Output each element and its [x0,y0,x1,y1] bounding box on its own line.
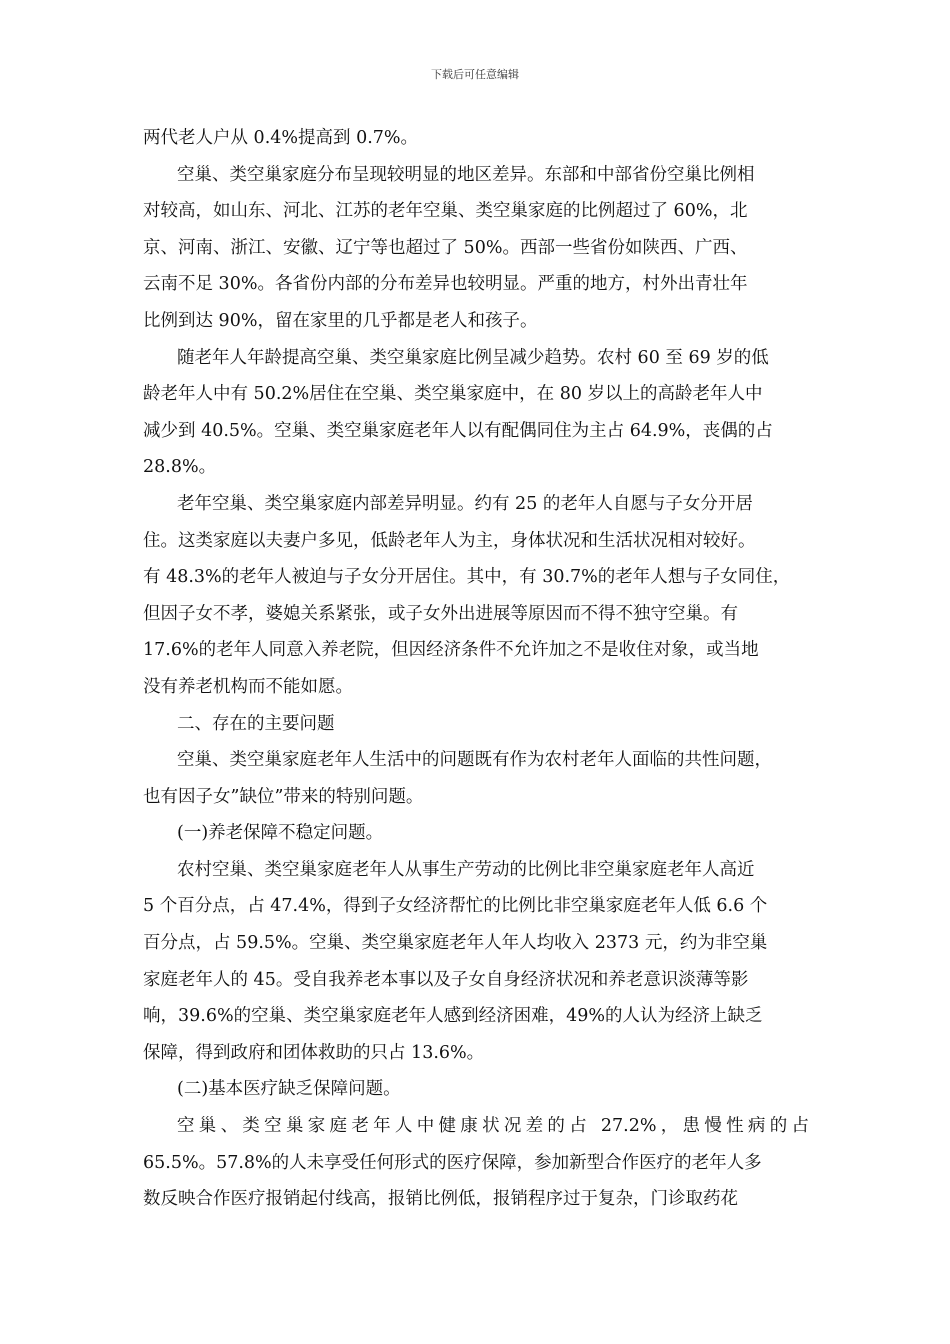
text-line: 家庭老年人的 45。受自我养老本事以及子女自身经济状况和养老意识淡薄等影 [143,969,749,990]
paragraph-start-line: 农村空巢、类空巢家庭老年人从事生产劳动的比例比非空巢家庭老年人高近 [177,859,755,880]
paragraph-start-line: 随老年人年龄提高空巢、类空巢家庭比例呈减少趋势。农村 60 至 69 岁的低 [177,347,769,368]
text-line: 云南不足 30%。各省份内部的分布差异也较明显。严重的地方，村外出青壮年 [143,274,748,295]
text-line: 龄老年人中有 50.2%居住在空巢、类空巢家庭中，在 80 岁以上的高龄老年人中 [143,384,763,405]
paragraph-start-line: 空巢、类空巢家庭老年人中健康状况差的占 27.2%，患慢性病的占 [177,1116,809,1137]
paragraph-start-line: 空巢、类空巢家庭分布呈现较明显的地区差异。东部和中部省份空巢比例相 [177,164,755,185]
text-line: 京、河南、浙江、安徽、辽宁等也超过了 50%。西部一些省份如陕西、广西、 [143,237,748,258]
text-line: 两代老人户从 0.4%提高到 0.7%。 [143,128,419,148]
text-line: 28.8%。 [143,457,217,478]
text-line: 对较高，如山东、河北、江苏的老年空巢、类空巢家庭的比例超过了 60%，北 [143,201,748,222]
text-line: 数反映合作医疗报销起付线高，报销比例低，报销程序过于复杂，门诊取药花 [143,1189,738,1210]
document-body [143,120,809,1218]
text-line: 但因子女不孝，婆媳关系紧张，或子女外出进展等原因而不得不独守空巢。有 [143,603,738,624]
text-line: 65.5%。57.8%的人未享受任何形式的医疗保障，参加新型合作医疗的老年人多 [143,1152,762,1173]
text-line: 减少到 40.5%。空巢、类空巢家庭老年人以有配偶同住为主占 64.9%，丧偶的占 [143,420,773,441]
text-line: 比例到达 90%，留在家里的几乎都是老人和孩子。 [143,310,538,331]
paragraph-start-line: 老年空巢、类空巢家庭内部差异明显。约有 25 的老年人自愿与子女分开居 [177,493,753,514]
section-heading: 二、存在的主要问题 [177,713,335,734]
text-line: 17.6%的老年人同意入养老院，但因经济条件不允许加之不是收住对象，或当地 [143,640,759,661]
text-line: 住。这类家庭以夫妻户多见，低龄老年人为主，身体状况和生活状况相对较好。 [143,530,756,551]
text-line: 5 个百分点，占 47.4%，得到子女经济帮忙的比例比非空巢家庭老年人低 6.6 个 [143,896,768,917]
subsection-heading: (一)养老保障不稳定问题。 [177,823,384,844]
text-line: 没有养老机构而不能如愿。 [143,676,353,697]
text-line: 百分点，占 59.5%。空巢、类空巢家庭老年人年人均收入 2373 元，约为非空巢 [143,933,768,954]
subsection-heading: (二)基本医疗缺乏保障问题。 [177,1079,401,1100]
text-line: 有 48.3%的老年人被迫与子女分开居住。其中，有 30.7%的老年人想与子女同住， [143,567,791,588]
text-line: 响，39.6%的空巢、类空巢家庭老年人感到经济困难，49%的人认为经济上缺乏 [143,1006,763,1027]
page-header: 下载后可任意编辑 [431,68,519,81]
text-line: 保障，得到政府和团体救助的只占 13.6%。 [143,1042,485,1063]
paragraph-start-line: 空巢、类空巢家庭老年人生活中的问题既有作为农村老年人面临的共性问题， [177,750,772,771]
text-line: 也有因子女”缺位”带来的特别问题。 [143,786,424,807]
